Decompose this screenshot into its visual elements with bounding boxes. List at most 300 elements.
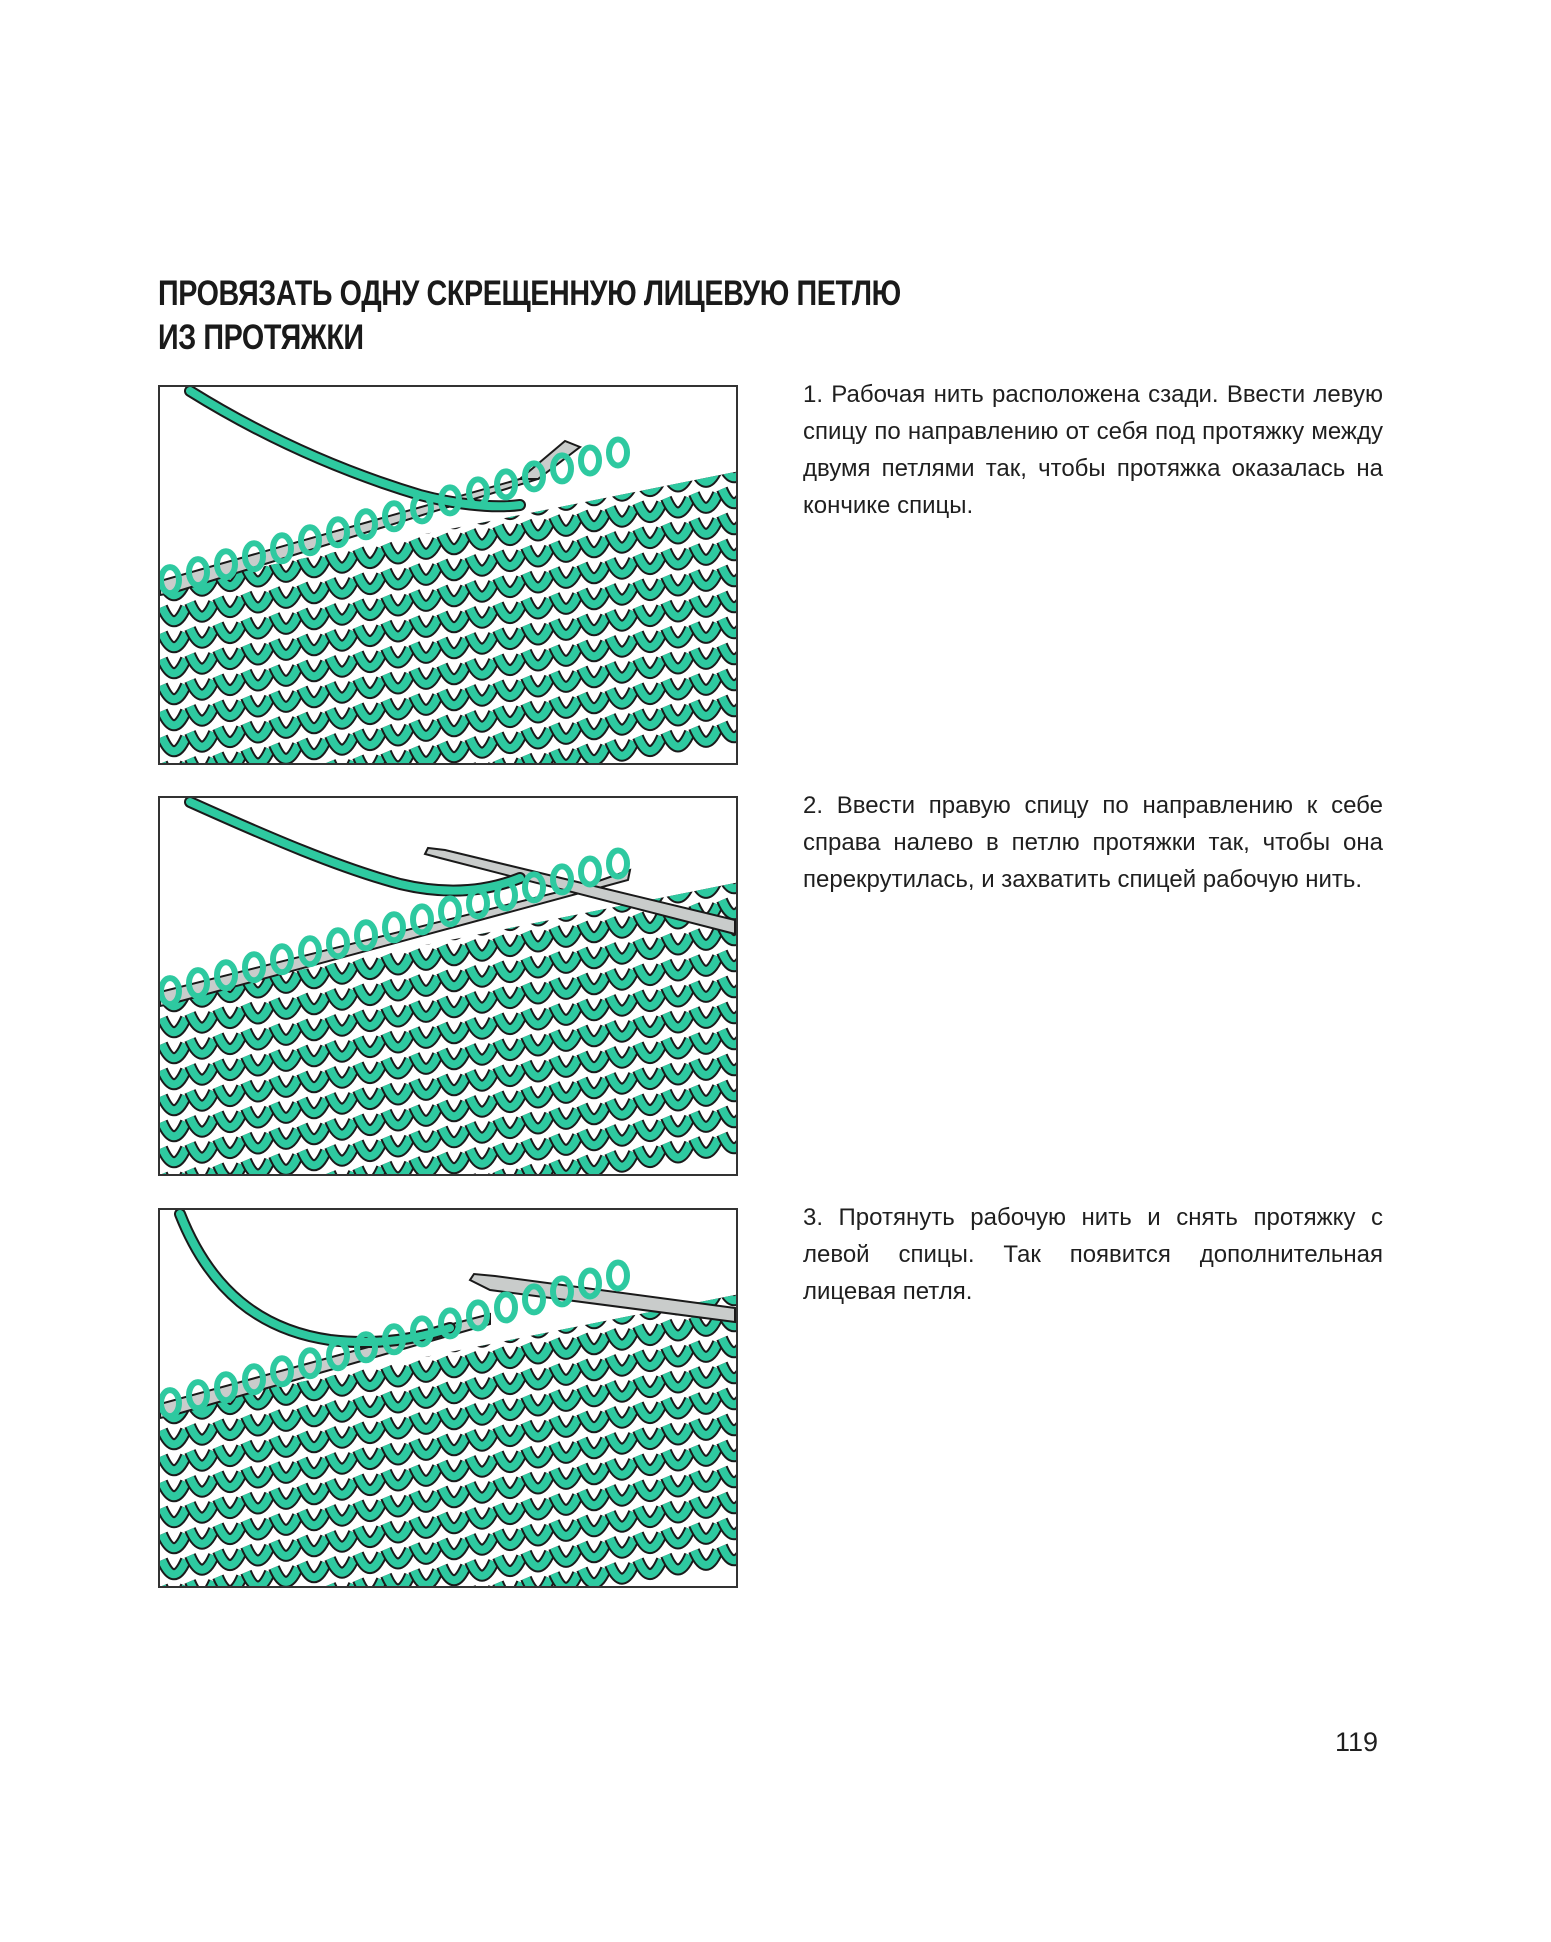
stitch [162,529,186,543]
stitch [162,888,186,902]
stitch [554,824,578,838]
stitch [582,486,606,500]
stitch [666,805,690,819]
stitch [274,870,298,884]
stitch [638,1274,662,1288]
stitch [246,515,270,529]
stitch [498,1323,522,1337]
stitch [358,497,382,511]
stitch [694,390,718,404]
stitch [330,1272,354,1286]
stitch [638,1248,662,1262]
stitch [330,886,354,900]
stitch [218,1343,242,1357]
stitch [722,387,736,399]
stitch [554,1236,578,1250]
stitch [526,854,550,868]
step-3-text: 3. Протянуть рабочую нить и снять протяжку с левой спицы. Так появится дополнительная лицевая петля. [803,1204,1383,1305]
stitch [330,501,354,515]
stitch [554,850,578,864]
stitch [442,1254,466,1268]
stitch [190,1321,214,1335]
stitch [246,1286,270,1300]
stitch [722,1210,736,1222]
stitch [582,1309,606,1323]
page-number: 119 [1335,1727,1379,1757]
stitch [190,1295,214,1309]
stitch [190,472,214,486]
stitch [694,1265,718,1279]
stitch [274,485,298,499]
stitch [666,831,690,845]
stitch [722,1234,736,1248]
stitch [330,1272,354,1286]
stitch [722,1260,736,1274]
stitch [302,891,326,905]
stitch [498,448,522,462]
stitch [470,837,494,851]
stitch [274,896,298,910]
stitch [694,416,718,430]
stitch [526,906,550,920]
stitch [358,445,382,459]
stitch [722,848,736,862]
stitch [526,495,550,509]
stitch [722,437,736,451]
stitch [638,1222,662,1236]
stitch [526,1266,550,1280]
stitch [694,1213,718,1227]
stitch [442,457,466,471]
illustration-step-3 [158,1208,738,1588]
stitch [638,810,662,824]
stitch [302,506,326,520]
stitch [638,399,662,413]
stitch [386,1263,410,1277]
stitch [386,466,410,480]
stitch [162,1300,186,1314]
stitch [302,1277,326,1291]
stitch [330,912,354,926]
illustration-step-2 [158,796,738,1176]
stitch [498,448,522,462]
stitch [722,822,736,836]
stitch [330,912,354,926]
stitch [666,857,690,871]
stitch [610,481,634,495]
stitch [694,1239,718,1253]
stitch [246,489,270,503]
stitch [442,431,466,445]
stitch [666,472,690,486]
stitch [526,828,550,842]
stitch [218,468,242,482]
stitch [722,798,736,810]
stitch [302,1303,326,1317]
stitch [470,452,494,466]
stitch [638,425,662,439]
stitch [358,1268,382,1282]
stitch [246,463,270,477]
stitch [638,477,662,491]
stitch [358,1294,382,1308]
stitch [722,1210,736,1222]
stitch [218,520,242,534]
stitch [190,909,214,923]
stitch [694,442,718,456]
stitch [638,1248,662,1262]
stitch [218,494,242,508]
stitch [190,935,214,949]
stitch [582,486,606,500]
stitch [274,896,298,910]
stitch [470,426,494,440]
stitch [526,1318,550,1332]
stitch [526,854,550,868]
stitch [638,399,662,413]
stitch [162,503,186,517]
stitch [666,805,690,819]
stitch [218,931,242,945]
title-line-2: ИЗ ПРОТЯЖКИ [158,318,364,357]
stitch [274,511,298,525]
stitch [554,902,578,916]
needle-loop [609,850,627,876]
stitch [582,408,606,422]
stitch [666,420,690,434]
stitch [274,922,298,936]
stitch [694,416,718,430]
stitch [386,440,410,454]
stitch [442,1254,466,1268]
stitch [554,1314,578,1328]
stitch [274,922,298,936]
stitch [498,833,522,847]
stitch [526,906,550,920]
stitch [218,520,242,534]
stitch [666,831,690,845]
stitch [694,1239,718,1253]
stitch [274,459,298,473]
stitch [666,883,690,897]
working-yarn [190,802,520,891]
stitch [694,853,718,867]
stitch [358,908,382,922]
stitch [442,1280,466,1294]
stitch [526,443,550,457]
stitch [554,1262,578,1276]
stitch [246,900,270,914]
stitch [498,422,522,436]
step-2-text: 2. Ввести правую спицу по направлению к себе справа налево в петлю протяжки так, чтобы она перекрутилась, и захватить спицей рабочую нить. [803,792,1383,893]
stitch [470,837,494,851]
stitch [638,836,662,850]
stitch [638,862,662,876]
stitch [498,422,522,436]
stitch [582,1309,606,1323]
stitch [554,850,578,864]
stitch [666,446,690,460]
stitch [526,1240,550,1254]
stitch [722,798,736,810]
stitch [414,1285,438,1299]
stitch [218,1317,242,1331]
stitch [666,1243,690,1257]
stitch [190,909,214,923]
stitch [162,914,186,928]
stitch [666,446,690,460]
stitch [218,1343,242,1357]
stitch [414,436,438,450]
stitch [330,1298,354,1312]
stitch [330,501,354,515]
stitch [498,1245,522,1259]
stitch [666,857,690,871]
stitch [190,1347,214,1361]
knitting-diagram-3 [160,1210,736,1586]
stitch [722,848,736,862]
stitch [526,1266,550,1280]
stitch [722,387,736,399]
stitch [246,926,270,940]
stitch [666,394,690,408]
stitch [162,1300,186,1314]
stitch [694,853,718,867]
stitch [694,390,718,404]
stitch [386,1289,410,1303]
stitch [582,819,606,833]
stitch [442,868,466,882]
stitch [666,1269,690,1283]
stitch [330,1298,354,1312]
stitch [358,1268,382,1282]
knitting-diagram-2 [160,798,736,1174]
stitch [554,1314,578,1328]
stitch [722,411,736,425]
title-line-1: ПРОВЯЗАТЬ ОДНУ СКРЕЩЕННУЮ ЛИЦЕВУЮ ПЕТЛЮ [158,274,901,313]
stitch [554,491,578,505]
stitch [554,902,578,916]
stitch [246,1338,270,1352]
stitch [330,886,354,900]
stitch [666,1269,690,1283]
stitch [694,468,718,482]
stitch [218,879,242,893]
stitch [694,801,718,815]
stitch [554,1236,578,1250]
stitch [414,436,438,450]
stitch [274,459,298,473]
stitch [610,1226,634,1240]
stitch [358,908,382,922]
stitch [442,868,466,882]
stitch [722,437,736,451]
stitch [526,1318,550,1332]
stitch [162,940,186,954]
stitch [582,1231,606,1245]
stitch [386,1263,410,1277]
stitch [162,888,186,902]
stitch [246,1286,270,1300]
stitch [722,411,736,425]
stitch [386,851,410,865]
stitch [442,457,466,471]
stitch [190,883,214,897]
stitch [246,463,270,477]
stitch [162,477,186,491]
needle-loop [497,1294,515,1320]
stitch [358,1320,382,1334]
stitch [554,413,578,427]
stitch [274,1282,298,1296]
stitch [694,1265,718,1279]
stitch [722,822,736,836]
stitch [190,1295,214,1309]
stitch [582,408,606,422]
stitch [162,914,186,928]
stitch [414,462,438,476]
needle-loop [581,858,599,884]
stitch [526,495,550,509]
stitch [582,819,606,833]
stitch [190,498,214,512]
stitch [638,862,662,876]
stitch [638,836,662,850]
stitch [190,1321,214,1335]
stitch [246,489,270,503]
stitch [638,810,662,824]
stitch [302,917,326,931]
stitch [638,425,662,439]
stitch [358,1320,382,1334]
stitch [162,1352,186,1366]
stitch [246,900,270,914]
stitch [694,827,718,841]
stitch [666,1243,690,1257]
stitch [694,801,718,815]
stitch [386,466,410,480]
stitch [722,1234,736,1248]
stitch [554,1262,578,1276]
stitch [470,1249,494,1263]
stitch [526,443,550,457]
stitch [414,1259,438,1273]
stitch [694,827,718,841]
stitch [246,1338,270,1352]
stitch [470,1249,494,1263]
stitch [218,905,242,919]
stitch [302,480,326,494]
stitch [302,1277,326,1291]
stitch [302,506,326,520]
stitch [190,524,214,538]
stitch [666,1217,690,1231]
stitch [526,828,550,842]
stitch [526,417,550,431]
stitch [162,477,186,491]
needle-loop [609,439,627,465]
stitch [694,442,718,456]
stitch [498,833,522,847]
stitch [386,851,410,865]
stitch [694,879,718,893]
stitch [554,413,578,427]
stitch [386,440,410,454]
stitch [274,485,298,499]
stitch [190,935,214,949]
stitch [470,426,494,440]
stitch [638,451,662,465]
stitch [554,491,578,505]
stitch [414,1285,438,1299]
stitch [218,1317,242,1331]
stitch [302,865,326,879]
stitch [302,480,326,494]
stitch [246,874,270,888]
stitch [610,814,634,828]
stitch [162,529,186,543]
stitch [666,420,690,434]
stitch [246,926,270,940]
stitch [414,462,438,476]
stitch [218,468,242,482]
stitch [302,865,326,879]
illustration-step-1 [158,385,738,765]
stitch [666,394,690,408]
stitch [246,515,270,529]
stitch [582,1231,606,1245]
stitch [302,1303,326,1317]
stitch [386,1289,410,1303]
stitch [162,503,186,517]
stitch [162,1352,186,1366]
stitch [274,511,298,525]
stitch [302,891,326,905]
stitch [526,1240,550,1254]
stitch [358,497,382,511]
stitch [246,874,270,888]
stitch [162,940,186,954]
stitch [638,451,662,465]
stitch [218,931,242,945]
stitch [610,403,634,417]
stitch [442,1280,466,1294]
stitch [722,1260,736,1274]
stitch [638,1222,662,1236]
stitch [610,403,634,417]
stitch [610,1226,634,1240]
stitch [190,883,214,897]
step-1-text: 1. Рабочая нить расположена сзади. Ввести левую спицу по направлению от себя под протяжку между двумя петлями так, чтобы протяжка оказалась на кончике спицы. [803,381,1383,519]
stitch [554,824,578,838]
page-title [158,272,901,360]
needle-loop [609,1262,627,1288]
stitch [694,1213,718,1227]
stitch [414,1259,438,1273]
stitch [218,905,242,919]
stitch [666,1217,690,1231]
stitch [358,445,382,459]
stitch [162,1326,186,1340]
stitch [190,472,214,486]
stitch [162,1326,186,1340]
stitch [190,1347,214,1361]
stitch [190,524,214,538]
stitch [302,917,326,931]
stitch [498,1245,522,1259]
stitch [218,494,242,508]
stitch [498,1323,522,1337]
